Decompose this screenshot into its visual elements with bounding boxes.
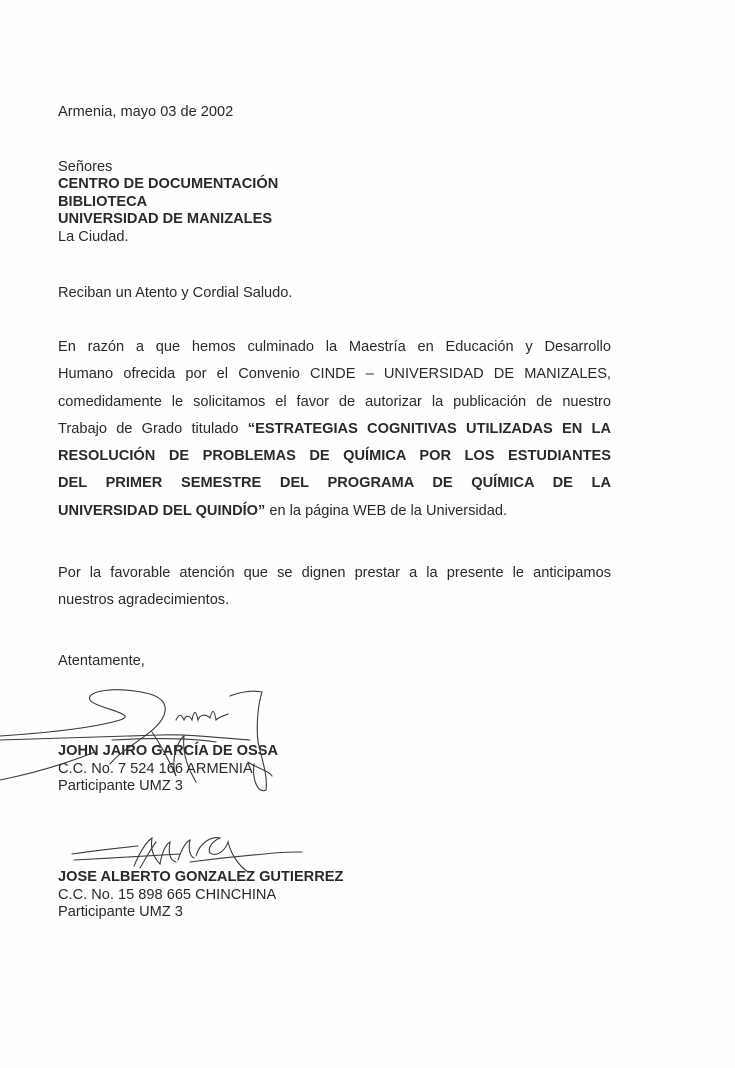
closing-line: Por la favorable atención que se dignen prestar a la presente le anticipamos (58, 565, 611, 581)
signer-id: C.C. No. 15 898 665 CHINCHINA (58, 887, 277, 903)
signer-name: JOSE ALBERTO GONZALEZ GUTIERREZ (58, 869, 344, 885)
body-line: comedidamente le solicitamos el favor de autorizar la publicación de nuestro (58, 393, 611, 410)
signature-1 (0, 680, 300, 800)
thesis-title-line: DEL PRIMER SEMESTRE DEL PROGRAMA DE QUÍMICA DE LA (58, 475, 611, 492)
greeting: Reciban un Atento y Cordial Saludo. (58, 285, 293, 301)
thesis-title-line: RESOLUCIÓN DE PROBLEMAS DE QUÍMICA POR LOS ESTUDIANTES (58, 448, 611, 465)
body-line: Humano ofrecida por el Convenio CINDE – UNIVERSIDAD DE MANIZALES, (58, 366, 611, 383)
closing-paragraph (58, 563, 611, 618)
body-paragraph (58, 337, 611, 528)
closing-line: nuestros agradecimientos. (58, 592, 230, 609)
recipient-line-2: BIBLIOTECA (58, 194, 148, 210)
signer-id: C.C. No. 7 524 166 ARMENIA (58, 761, 253, 777)
body-text: Trabajo de Grado titulado (58, 420, 248, 437)
recipient-line-1: CENTRO DE DOCUMENTACIÓN (58, 176, 279, 192)
signer-role: Participante UMZ 3 (58, 904, 183, 920)
place-date: Armenia, mayo 03 de 2002 (58, 104, 234, 120)
recipient-city: La Ciudad. (58, 229, 129, 245)
signer-name: JOHN JAIRO GARCÍA DE OSSA (58, 743, 279, 759)
body-line (58, 501, 611, 528)
sign-off: Atentamente, (58, 653, 145, 669)
signature-2 (70, 828, 310, 888)
body-text: en la página WEB de la Universidad. (265, 502, 508, 519)
thesis-title-start: “ESTRATEGIAS COGNITIVAS UTILIZADAS EN LA (247, 420, 611, 437)
signer-role: Participante UMZ 3 (58, 778, 183, 794)
recipient-line-3: UNIVERSIDAD DE MANIZALES (58, 211, 273, 227)
thesis-title-end: UNIVERSIDAD DEL QUINDÍO” (58, 502, 266, 519)
recipient-salutation: Señores (58, 159, 113, 175)
body-line (58, 419, 611, 446)
body-line: En razón a que hemos culminado la Maestría en Educación y Desarrollo (58, 339, 611, 355)
